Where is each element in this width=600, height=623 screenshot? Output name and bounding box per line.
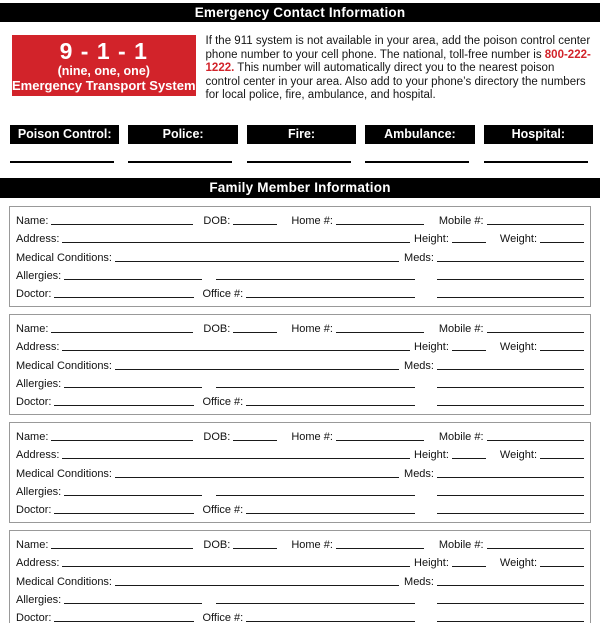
doctor-blank-line: [54, 405, 194, 406]
allergies-blank-line: [64, 279, 202, 280]
form-row-doctor: [16, 284, 584, 302]
meds-blank-line: [437, 585, 584, 586]
allergies-blank-line: [64, 387, 202, 388]
911-number: 9 - 1 - 1: [59, 37, 148, 64]
weight-blank-line: [540, 350, 584, 351]
meds-extra-blank-line-2: [437, 297, 584, 298]
weight-label: Weight:: [499, 449, 537, 462]
medical-conditions-label: Medical Conditions:: [16, 467, 112, 480]
family-members-list: [9, 206, 591, 623]
office-phone-blank-line: [246, 621, 415, 622]
allergies-extra-blank-line: [216, 279, 415, 280]
name-blank-line: [51, 440, 193, 441]
weight-blank-line: [540, 458, 584, 459]
police-label: Police:: [128, 125, 237, 144]
allergies-blank-line: [64, 603, 202, 604]
medical-conditions-label: Medical Conditions:: [16, 575, 112, 588]
meds-blank-line: [437, 369, 584, 370]
office-phone-blank-line: [246, 405, 415, 406]
meds-extra-blank-line: [437, 495, 584, 496]
doctor-label: Doctor:: [16, 504, 52, 517]
home-phone-blank-line: [336, 440, 424, 441]
page-title: Emergency Contact Information: [194, 5, 406, 20]
home-phone-label: Home #:: [291, 538, 333, 551]
height-blank-line: [452, 242, 486, 243]
weight-blank-line: [540, 566, 584, 567]
family-member-form: [9, 314, 591, 415]
address-label: Address:: [16, 233, 60, 246]
dob-blank-line: [233, 548, 277, 549]
dob-blank-line: [233, 224, 277, 225]
home-phone-label: Home #:: [291, 322, 333, 335]
doctor-blank-line: [54, 513, 194, 514]
name-label: Name:: [16, 430, 49, 443]
form-row-address: [16, 445, 584, 463]
home-phone-label: Home #:: [291, 430, 333, 443]
weight-label: Weight:: [499, 233, 537, 246]
ambulance-column: [365, 125, 474, 163]
allergies-label: Allergies:: [16, 270, 62, 283]
form-row-name: [16, 211, 584, 229]
medical-conditions-label: Medical Conditions:: [16, 359, 112, 372]
police-blank-line: [128, 161, 232, 163]
mobile-phone-label: Mobile #:: [438, 322, 484, 335]
form-row-allergies: [16, 482, 584, 500]
meds-extra-blank-line: [437, 387, 584, 388]
medical-conditions-blank-line: [115, 477, 399, 478]
dob-blank-line: [233, 332, 277, 333]
mobile-phone-label: Mobile #:: [438, 538, 484, 551]
office-phone-blank-line: [246, 297, 415, 298]
fire-column: [247, 125, 356, 163]
mobile-phone-label: Mobile #:: [438, 430, 484, 443]
form-row-medical: [16, 247, 584, 265]
meds-label: Meds:: [404, 359, 434, 372]
home-phone-blank-line: [336, 332, 424, 333]
weight-label: Weight:: [499, 341, 537, 354]
family-member-form: [9, 530, 591, 623]
fire-blank-line: [247, 161, 351, 163]
home-phone-blank-line: [336, 548, 424, 549]
meds-extra-blank-line-2: [437, 513, 584, 514]
office-phone-label: Office #:: [202, 612, 244, 623]
office-phone-label: Office #:: [202, 504, 244, 517]
dob-label: DOB:: [203, 214, 231, 227]
page-title-bar: [0, 3, 600, 22]
height-blank-line: [452, 350, 486, 351]
fire-label: Fire:: [247, 125, 356, 144]
form-row-name: [16, 535, 584, 553]
mobile-phone-blank-line: [487, 440, 584, 441]
emergency-911-box: [12, 35, 196, 96]
dob-label: DOB:: [203, 430, 231, 443]
family-member-form: [9, 422, 591, 523]
police-column: [128, 125, 237, 163]
meds-blank-line: [437, 261, 584, 262]
dob-label: DOB:: [203, 538, 231, 551]
medical-conditions-blank-line: [115, 369, 399, 370]
allergies-label: Allergies:: [16, 378, 62, 391]
allergies-blank-line: [64, 495, 202, 496]
weight-blank-line: [540, 242, 584, 243]
emergency-numbers-section: [0, 125, 600, 163]
meds-extra-blank-line: [437, 279, 584, 280]
poison-info-text-after: This number will automatically direct you to the nearest poison control center in your area. Also add to your phone’s directory the numbers for local police, fire, ambulance, and hospital.: [205, 62, 586, 101]
medical-conditions-label: Medical Conditions:: [16, 251, 112, 264]
hospital-column: [484, 125, 593, 163]
name-blank-line: [51, 224, 193, 225]
name-blank-line: [51, 548, 193, 549]
hospital-label: Hospital:: [484, 125, 593, 144]
height-blank-line: [452, 458, 486, 459]
poison-info-paragraph: [206, 35, 592, 103]
form-row-doctor: [16, 608, 584, 623]
family-info-title: Family Member Information: [209, 180, 391, 195]
family-info-bar: [0, 178, 600, 198]
poison-phone-number: 800-222-1222.: [205, 48, 591, 74]
address-blank-line: [62, 242, 410, 243]
doctor-label: Doctor:: [16, 396, 52, 409]
name-label: Name:: [16, 538, 49, 551]
meds-extra-blank-line-2: [437, 405, 584, 406]
height-blank-line: [452, 566, 486, 567]
allergies-extra-blank-line: [216, 603, 415, 604]
form-row-allergies: [16, 374, 584, 392]
height-label: Height:: [414, 557, 449, 570]
911-number-words: (nine, one, one): [57, 63, 150, 78]
name-label: Name:: [16, 214, 49, 227]
allergies-extra-blank-line: [216, 387, 415, 388]
poison-control-label: Poison Control:: [10, 125, 119, 144]
name-label: Name:: [16, 322, 49, 335]
doctor-blank-line: [54, 297, 194, 298]
weight-label: Weight:: [499, 557, 537, 570]
meds-extra-blank-line-2: [437, 621, 584, 622]
form-row-medical: [16, 463, 584, 481]
family-member-form: [9, 206, 591, 307]
mobile-phone-blank-line: [487, 548, 584, 549]
mobile-phone-label: Mobile #:: [438, 214, 484, 227]
home-phone-label: Home #:: [291, 214, 333, 227]
doctor-label: Doctor:: [16, 288, 52, 301]
form-row-medical: [16, 571, 584, 589]
height-label: Height:: [414, 233, 449, 246]
form-row-address: [16, 229, 584, 247]
dob-blank-line: [233, 440, 277, 441]
emergency-911-section: [12, 35, 592, 103]
form-row-medical: [16, 355, 584, 373]
home-phone-blank-line: [336, 224, 424, 225]
address-blank-line: [62, 458, 410, 459]
911-system-name: Emergency Transport System: [12, 77, 196, 93]
address-blank-line: [62, 350, 410, 351]
form-row-address: [16, 337, 584, 355]
meds-label: Meds:: [404, 251, 434, 264]
dob-label: DOB:: [203, 322, 231, 335]
height-label: Height:: [414, 341, 449, 354]
form-row-doctor: [16, 500, 584, 518]
medical-conditions-blank-line: [115, 261, 399, 262]
allergies-label: Allergies:: [16, 594, 62, 607]
doctor-label: Doctor:: [16, 612, 52, 623]
poison-control-blank-line: [10, 161, 114, 163]
poison-control-column: [10, 125, 119, 163]
address-label: Address:: [16, 341, 60, 354]
meds-label: Meds:: [404, 467, 434, 480]
doctor-blank-line: [54, 621, 194, 622]
form-row-name: [16, 427, 584, 445]
office-phone-label: Office #:: [202, 288, 244, 301]
mobile-phone-blank-line: [487, 224, 584, 225]
allergies-extra-blank-line: [216, 495, 415, 496]
address-blank-line: [62, 566, 410, 567]
name-blank-line: [51, 332, 193, 333]
address-label: Address:: [16, 557, 60, 570]
hospital-blank-line: [484, 161, 588, 163]
address-label: Address:: [16, 449, 60, 462]
medical-conditions-blank-line: [115, 585, 399, 586]
form-row-allergies: [16, 590, 584, 608]
ambulance-label: Ambulance:: [365, 125, 474, 144]
meds-label: Meds:: [404, 575, 434, 588]
meds-extra-blank-line: [437, 603, 584, 604]
office-phone-label: Office #:: [202, 396, 244, 409]
height-label: Height:: [414, 449, 449, 462]
ambulance-blank-line: [365, 161, 469, 163]
form-row-name: [16, 319, 584, 337]
form-row-address: [16, 553, 584, 571]
form-row-allergies: [16, 266, 584, 284]
mobile-phone-blank-line: [487, 332, 584, 333]
office-phone-blank-line: [246, 513, 415, 514]
form-row-doctor: [16, 392, 584, 410]
meds-blank-line: [437, 477, 584, 478]
poison-info-text-before: If the 911 system is not available in your area, add the poison control center phone number to your cell phone. The national, toll-free number is: [205, 35, 591, 61]
allergies-label: Allergies:: [16, 486, 62, 499]
